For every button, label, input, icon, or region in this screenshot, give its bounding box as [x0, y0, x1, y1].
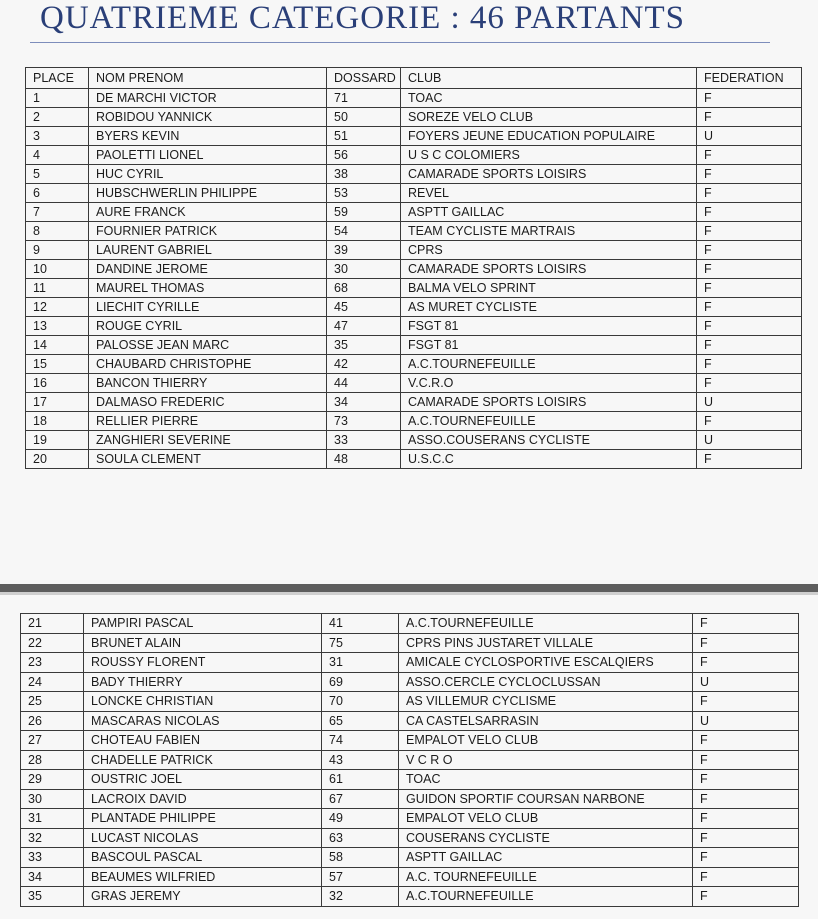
cell-dossard: 33 [327, 431, 401, 450]
cell-dossard: 68 [327, 279, 401, 298]
cell-place: 9 [26, 241, 89, 260]
cell-place: 28 [21, 750, 84, 770]
cell-federation: F [697, 203, 802, 222]
page-separator-shadow [0, 592, 818, 595]
table-row [21, 789, 799, 809]
cell-dossard: 39 [327, 241, 401, 260]
table-row [26, 298, 802, 317]
table-row [26, 317, 802, 336]
table-row [21, 848, 799, 868]
cell-place: 23 [21, 653, 84, 673]
cell-place: 35 [21, 887, 84, 907]
cell-place: 20 [26, 450, 89, 469]
cell-federation: F [697, 317, 802, 336]
cell-place: 5 [26, 165, 89, 184]
cell-federation: F [693, 614, 799, 634]
cell-nom-prenom: LAURENT GABRIEL [89, 241, 327, 260]
cell-place: 6 [26, 184, 89, 203]
table-row [26, 450, 802, 469]
cell-federation: F [693, 633, 799, 653]
cell-place: 34 [21, 867, 84, 887]
cell-club: U.S.C.C [401, 450, 697, 469]
cell-nom-prenom: HUBSCHWERLIN PHILIPPE [89, 184, 327, 203]
cell-dossard: 54 [327, 222, 401, 241]
cell-dossard: 44 [327, 374, 401, 393]
cell-club: CAMARADE SPORTS LOISIRS [401, 393, 697, 412]
cell-club: A.C.TOURNEFEUILLE [401, 412, 697, 431]
cell-dossard: 71 [327, 89, 401, 108]
cell-club: TEAM CYCLISTE MARTRAIS [401, 222, 697, 241]
cell-federation: F [693, 692, 799, 712]
page-title: QUATRIEME CATEGORIE : 46 PARTANTS [40, 0, 686, 36]
cell-club: EMPALOT VELO CLUB [399, 731, 693, 751]
cell-club: ASPTT GAILLAC [399, 848, 693, 868]
cell-nom-prenom: CHAUBARD CHRISTOPHE [89, 355, 327, 374]
table-row [21, 867, 799, 887]
cell-club: A.C. TOURNEFEUILLE [399, 867, 693, 887]
cell-place: 15 [26, 355, 89, 374]
cell-club: FOYERS JEUNE EDUCATION POPULAIRE [401, 127, 697, 146]
table-row [21, 672, 799, 692]
results-table-top [25, 67, 802, 469]
cell-federation: F [697, 241, 802, 260]
cell-club: CPRS [401, 241, 697, 260]
cell-nom-prenom: AURE FRANCK [89, 203, 327, 222]
cell-dossard: 59 [327, 203, 401, 222]
cell-place: 27 [21, 731, 84, 751]
page-separator-band [0, 584, 818, 592]
cell-dossard: 56 [327, 146, 401, 165]
cell-club: EMPALOT VELO CLUB [399, 809, 693, 829]
table-row [21, 809, 799, 829]
cell-place: 16 [26, 374, 89, 393]
cell-nom-prenom: BADY THIERRY [84, 672, 322, 692]
header-nom-prenom: NOM PRENOM [89, 68, 327, 89]
cell-club: ASPTT GAILLAC [401, 203, 697, 222]
cell-place: 31 [21, 809, 84, 829]
cell-nom-prenom: MAUREL THOMAS [89, 279, 327, 298]
cell-dossard: 31 [322, 653, 399, 673]
cell-nom-prenom: ROUSSY FLORENT [84, 653, 322, 673]
table-row [26, 412, 802, 431]
cell-dossard: 57 [322, 867, 399, 887]
header-club: CLUB [401, 68, 697, 89]
table-row [21, 633, 799, 653]
cell-nom-prenom: MASCARAS NICOLAS [84, 711, 322, 731]
cell-dossard: 50 [327, 108, 401, 127]
cell-club: REVEL [401, 184, 697, 203]
cell-federation: F [693, 731, 799, 751]
cell-dossard: 47 [327, 317, 401, 336]
table-row [21, 614, 799, 634]
table-row [26, 241, 802, 260]
cell-place: 14 [26, 336, 89, 355]
cell-dossard: 67 [322, 789, 399, 809]
cell-nom-prenom: LIECHIT CYRILLE [89, 298, 327, 317]
cell-federation: F [693, 789, 799, 809]
table-row [21, 731, 799, 751]
table-row [21, 750, 799, 770]
cell-club: CA CASTELSARRASIN [399, 711, 693, 731]
cell-federation: F [697, 108, 802, 127]
cell-nom-prenom: ZANGHIERI SEVERINE [89, 431, 327, 450]
cell-federation: F [697, 450, 802, 469]
cell-place: 10 [26, 260, 89, 279]
cell-nom-prenom: GRAS JEREMY [84, 887, 322, 907]
cell-dossard: 43 [322, 750, 399, 770]
cell-nom-prenom: HUC CYRIL [89, 165, 327, 184]
table-row [21, 711, 799, 731]
cell-federation: F [693, 828, 799, 848]
cell-dossard: 45 [327, 298, 401, 317]
cell-place: 33 [21, 848, 84, 868]
cell-club: A.C.TOURNEFEUILLE [399, 614, 693, 634]
cell-place: 11 [26, 279, 89, 298]
cell-club: V.C.R.O [401, 374, 697, 393]
cell-club: CAMARADE SPORTS LOISIRS [401, 165, 697, 184]
cell-nom-prenom: LACROIX DAVID [84, 789, 322, 809]
cell-nom-prenom: LONCKE CHRISTIAN [84, 692, 322, 712]
cell-dossard: 74 [322, 731, 399, 751]
cell-federation: F [693, 887, 799, 907]
cell-federation: F [697, 279, 802, 298]
cell-place: 32 [21, 828, 84, 848]
cell-dossard: 38 [327, 165, 401, 184]
results-table-bottom [20, 613, 799, 907]
cell-club: CAMARADE SPORTS LOISIRS [401, 260, 697, 279]
cell-club: ASSO.CERCLE CYCLOCLUSSAN [399, 672, 693, 692]
header-dossard: DOSSARD [327, 68, 401, 89]
cell-club: CPRS PINS JUSTARET VILLALE [399, 633, 693, 653]
cell-federation: F [697, 165, 802, 184]
header-place: PLACE [26, 68, 89, 89]
cell-nom-prenom: SOULA CLEMENT [89, 450, 327, 469]
cell-federation: F [697, 374, 802, 393]
table-row [26, 336, 802, 355]
cell-club: COUSERANS CYCLISTE [399, 828, 693, 848]
cell-place: 22 [21, 633, 84, 653]
table-row [21, 828, 799, 848]
cell-nom-prenom: FOURNIER PATRICK [89, 222, 327, 241]
cell-club: A.C.TOURNEFEUILLE [399, 887, 693, 907]
cell-federation: F [697, 222, 802, 241]
cell-federation: F [697, 412, 802, 431]
cell-federation: U [697, 393, 802, 412]
table-row [26, 146, 802, 165]
cell-dossard: 35 [327, 336, 401, 355]
table-row [26, 222, 802, 241]
cell-club: FSGT 81 [401, 336, 697, 355]
table-row [26, 355, 802, 374]
cell-federation: U [697, 431, 802, 450]
cell-place: 24 [21, 672, 84, 692]
cell-place: 3 [26, 127, 89, 146]
cell-place: 26 [21, 711, 84, 731]
cell-place: 21 [21, 614, 84, 634]
cell-nom-prenom: CHADELLE PATRICK [84, 750, 322, 770]
table-row [21, 770, 799, 790]
table-row [26, 260, 802, 279]
cell-dossard: 63 [322, 828, 399, 848]
cell-place: 12 [26, 298, 89, 317]
cell-place: 29 [21, 770, 84, 790]
cell-nom-prenom: DALMASO FREDERIC [89, 393, 327, 412]
cell-nom-prenom: RELLIER PIERRE [89, 412, 327, 431]
table-row [26, 108, 802, 127]
cell-club: FSGT 81 [401, 317, 697, 336]
cell-nom-prenom: PAOLETTI LIONEL [89, 146, 327, 165]
table-row [26, 165, 802, 184]
cell-place: 8 [26, 222, 89, 241]
cell-nom-prenom: BEAUMES WILFRIED [84, 867, 322, 887]
cell-nom-prenom: ROUGE CYRIL [89, 317, 327, 336]
cell-nom-prenom: CHOTEAU FABIEN [84, 731, 322, 751]
table-row [21, 692, 799, 712]
cell-club: TOAC [401, 89, 697, 108]
cell-federation: F [693, 750, 799, 770]
table-header-row [26, 68, 802, 89]
cell-club: AS VILLEMUR CYCLISME [399, 692, 693, 712]
cell-nom-prenom: DE MARCHI VICTOR [89, 89, 327, 108]
cell-dossard: 30 [327, 260, 401, 279]
table-row [21, 887, 799, 907]
cell-place: 1 [26, 89, 89, 108]
cell-nom-prenom: BANCON THIERRY [89, 374, 327, 393]
cell-place: 7 [26, 203, 89, 222]
cell-place: 2 [26, 108, 89, 127]
cell-federation: F [693, 848, 799, 868]
cell-nom-prenom: BASCOUL PASCAL [84, 848, 322, 868]
cell-place: 30 [21, 789, 84, 809]
table-row [26, 184, 802, 203]
cell-federation: U [697, 127, 802, 146]
cell-dossard: 34 [327, 393, 401, 412]
cell-dossard: 65 [322, 711, 399, 731]
cell-club: ASSO.COUSERANS CYCLISTE [401, 431, 697, 450]
cell-dossard: 69 [322, 672, 399, 692]
cell-club: TOAC [399, 770, 693, 790]
cell-club: A.C.TOURNEFEUILLE [401, 355, 697, 374]
cell-dossard: 49 [322, 809, 399, 829]
cell-federation: F [697, 184, 802, 203]
cell-dossard: 58 [322, 848, 399, 868]
cell-place: 13 [26, 317, 89, 336]
cell-club: AMICALE CYCLOSPORTIVE ESCALQIERS [399, 653, 693, 673]
cell-federation: F [697, 336, 802, 355]
cell-club: BALMA VELO SPRINT [401, 279, 697, 298]
cell-dossard: 61 [322, 770, 399, 790]
cell-federation: U [693, 672, 799, 692]
cell-nom-prenom: BYERS KEVIN [89, 127, 327, 146]
cell-nom-prenom: PALOSSE JEAN MARC [89, 336, 327, 355]
cell-federation: F [697, 260, 802, 279]
cell-place: 18 [26, 412, 89, 431]
cell-club: GUIDON SPORTIF COURSAN NARBONE [399, 789, 693, 809]
cell-place: 17 [26, 393, 89, 412]
cell-place: 4 [26, 146, 89, 165]
cell-club: U S C COLOMIERS [401, 146, 697, 165]
cell-dossard: 48 [327, 450, 401, 469]
cell-federation: F [693, 867, 799, 887]
cell-nom-prenom: BRUNET ALAIN [84, 633, 322, 653]
cell-dossard: 41 [322, 614, 399, 634]
cell-federation: U [693, 711, 799, 731]
cell-federation: F [693, 770, 799, 790]
table-row [26, 203, 802, 222]
cell-nom-prenom: ROBIDOU YANNICK [89, 108, 327, 127]
cell-nom-prenom: PAMPIRI PASCAL [84, 614, 322, 634]
cell-dossard: 70 [322, 692, 399, 712]
cell-dossard: 32 [322, 887, 399, 907]
cell-dossard: 42 [327, 355, 401, 374]
cell-nom-prenom: LUCAST NICOLAS [84, 828, 322, 848]
cell-nom-prenom: DANDINE JEROME [89, 260, 327, 279]
cell-federation: F [693, 809, 799, 829]
cell-club: SOREZE VELO CLUB [401, 108, 697, 127]
table-row [26, 374, 802, 393]
cell-club: V C R O [399, 750, 693, 770]
cell-federation: F [697, 146, 802, 165]
cell-nom-prenom: PLANTADE PHILIPPE [84, 809, 322, 829]
title-underline [30, 42, 770, 43]
table-row [21, 653, 799, 673]
cell-federation: F [697, 89, 802, 108]
cell-place: 19 [26, 431, 89, 450]
cell-federation: F [697, 298, 802, 317]
cell-nom-prenom: OUSTRIC JOEL [84, 770, 322, 790]
table-row [26, 279, 802, 298]
cell-federation: F [693, 653, 799, 673]
cell-federation: F [697, 355, 802, 374]
cell-club: AS MURET CYCLISTE [401, 298, 697, 317]
table-row [26, 393, 802, 412]
cell-dossard: 73 [327, 412, 401, 431]
table-row [26, 431, 802, 450]
header-federation: FEDERATION [697, 68, 802, 89]
cell-place: 25 [21, 692, 84, 712]
cell-dossard: 51 [327, 127, 401, 146]
table-row [26, 89, 802, 108]
table-row [26, 127, 802, 146]
cell-dossard: 53 [327, 184, 401, 203]
cell-dossard: 75 [322, 633, 399, 653]
